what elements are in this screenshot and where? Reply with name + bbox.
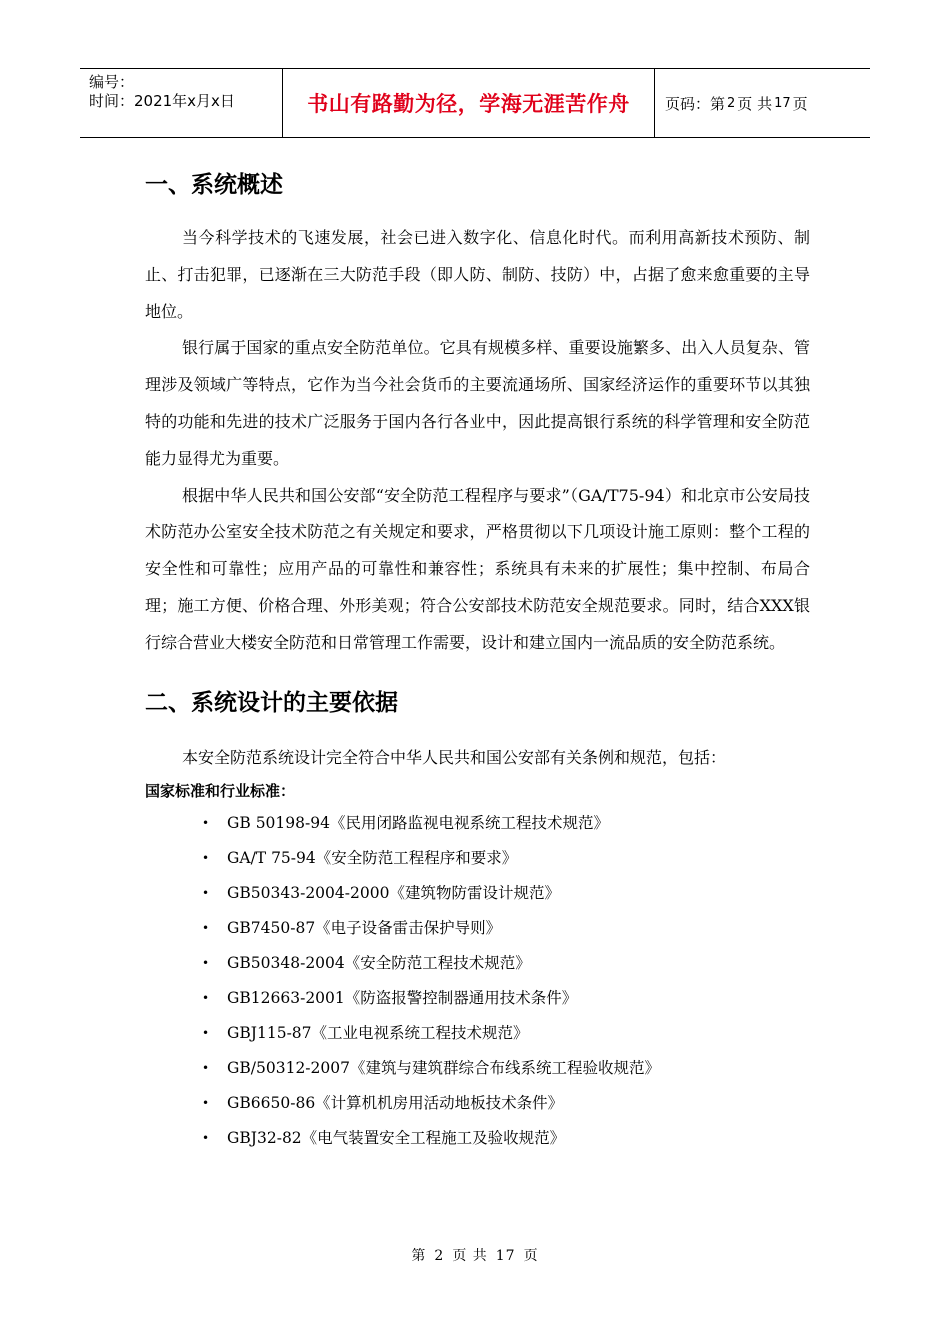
header-meta xyxy=(80,69,282,137)
list-item: • GA/T 75-94《安全防范工程程序和要求》 xyxy=(203,841,810,876)
footer-prefix: 第 xyxy=(411,1248,427,1264)
section-2-body xyxy=(145,740,810,1157)
bullet-icon: • xyxy=(202,851,210,866)
bullet-icon: • xyxy=(202,991,210,1006)
page-suffix: 页 xyxy=(792,94,808,113)
list-item: • GBJ115-87《工业电视系统工程技术规范》 xyxy=(203,1016,810,1051)
document-number: 编号： xyxy=(89,73,135,91)
footer-suffix: 页 xyxy=(523,1248,539,1264)
paragraph: 根据中华人民共和国公安部“安全防范工程程序与要求”（GA/T75-94）和北京市公安局技术防范办公室安全技术防范之有关规定和要求，严格贯彻以下几项设计施工原则：整个工程的安全性和可靠性；应用产品的可靠性和兼容性；系统具有未来的扩展性；集中控制、布局合理；施工方便、价格合理、外形美观；符合公安部技术防范安全规范要求。同时，结合XXX银行综合营业大楼安全防范和日常管理工作需要，设计和建立国内一流品质的安全防范系统。 xyxy=(145,485,810,652)
list-item: • GB7450-87《电子设备雷击保护导则》 xyxy=(203,911,810,946)
page-header xyxy=(80,68,870,138)
document-date: 时间：2021年x月x日 xyxy=(89,92,235,110)
page-mid: 页 共 xyxy=(737,94,773,113)
header-page-info xyxy=(655,69,870,137)
bullet-icon: • xyxy=(202,1131,210,1146)
list-item: • GBJ32-82《电气装置安全工程施工及验收规范》 xyxy=(203,1121,810,1156)
list-item: • GB/50312-2007《建筑与建筑群综合布线系统工程验收规范》 xyxy=(203,1051,810,1086)
page-footer xyxy=(0,1245,950,1265)
header-motto: 书山有路勤为径，学海无涯苦作舟 xyxy=(282,69,655,137)
page-total: 17 xyxy=(774,95,791,111)
bullet-icon: • xyxy=(202,1061,210,1076)
section-1-title: 一、系统概述 xyxy=(145,172,283,198)
page-current: 2 xyxy=(727,95,736,111)
paragraph: 银行属于国家的重点安全防范单位。它具有规模多样、重要设施繁多、出入人员复杂、管理涉及领域广等特点，它作为当今社会货币的主要流通场所、国家经济运作的重要环节以其独特的功能和先进的技术广泛服务于国内各行各业中，因此提高银行系统的科学管理和安全防范能力显得尤为重要。 xyxy=(145,338,810,468)
document-body xyxy=(145,160,810,1156)
footer-mid: 页 共 xyxy=(452,1248,488,1264)
footer-current-page: 2 xyxy=(434,1248,445,1264)
list-item: • GB6650-86《计算机机房用活动地板技术条件》 xyxy=(203,1086,810,1121)
list-item: • GB50343-2004-2000《建筑物防雷设计规范》 xyxy=(203,876,810,911)
bullet-icon: • xyxy=(202,956,210,971)
standards-subheading: 国家标准和行业标准： xyxy=(145,782,296,801)
bullet-icon: • xyxy=(202,921,210,936)
list-item: • GB 50198-94《民用闭路监视电视系统工程技术规范》 xyxy=(203,806,810,841)
footer-total-pages: 17 xyxy=(495,1248,516,1264)
list-item: • GB12663-2001《防盗报警控制器通用技术条件》 xyxy=(203,981,810,1016)
bullet-icon: • xyxy=(202,816,210,831)
bullet-icon: • xyxy=(202,1026,210,1041)
paragraph: 本安全防范系统设计完全符合中华人民共和国公安部有关条例和规范，包括： xyxy=(182,747,727,767)
standards-list xyxy=(145,806,810,1156)
bullet-icon: • xyxy=(202,886,210,901)
bullet-icon: • xyxy=(202,1096,210,1111)
page-prefix: 页码：第 xyxy=(665,94,726,113)
paragraph: 当今科学技术的飞速发展，社会已进入数字化、信息化时代。而利用高新技术预防、制止、打击犯罪，已逐渐在三大防范手段（即人防、制防、技防）中，占据了愈来愈重要的主导地位。 xyxy=(145,228,810,321)
section-2-title: 二、系统设计的主要依据 xyxy=(145,689,398,716)
section-1-body xyxy=(145,220,810,662)
list-item: • GB50348-2004《安全防范工程技术规范》 xyxy=(203,946,810,981)
